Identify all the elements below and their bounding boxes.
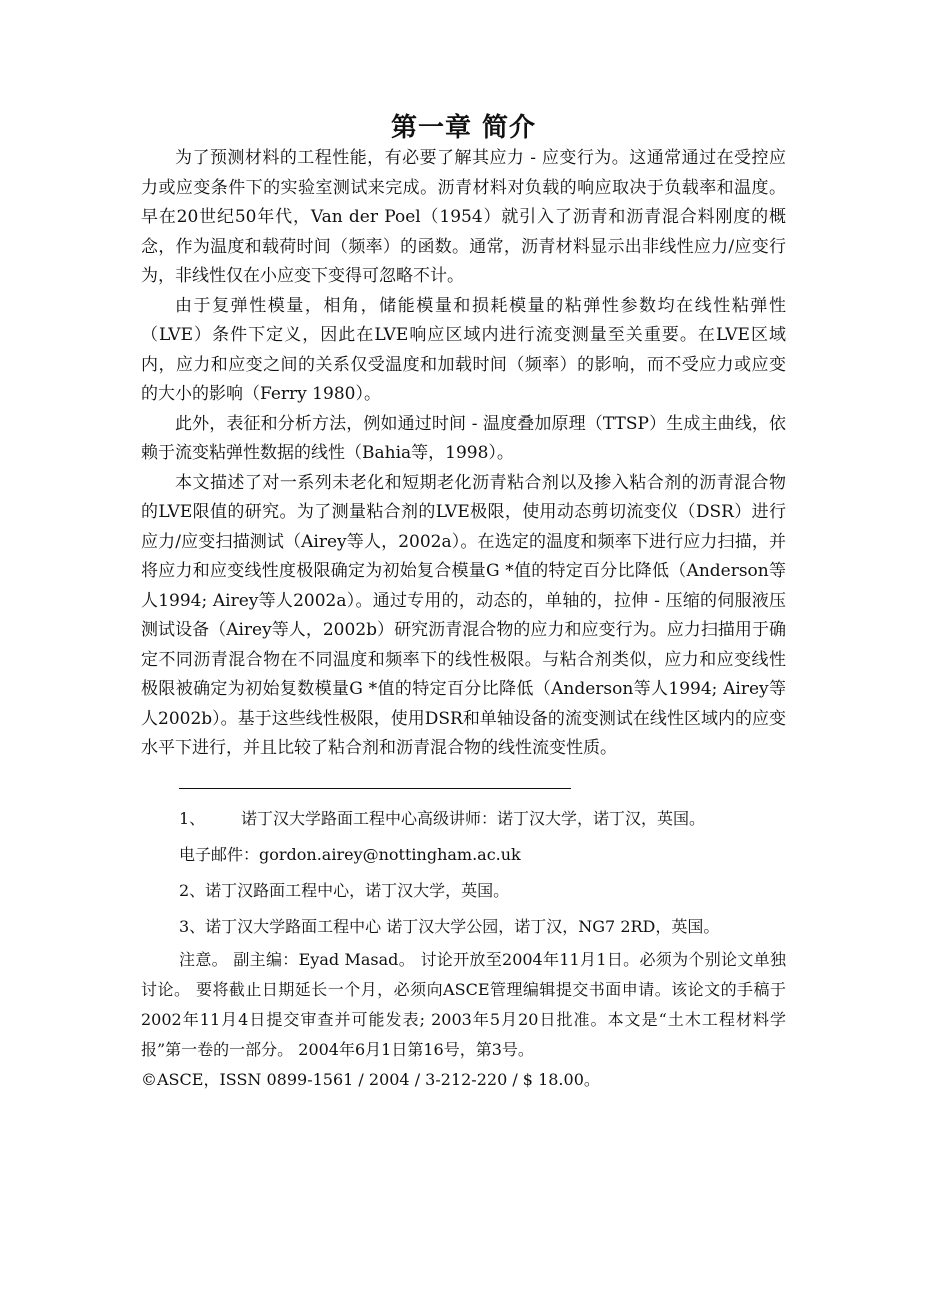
footnote-1-text: 诺丁汉大学路面工程中心高级讲师：诺丁汉大学，诺丁汉，英国。 xyxy=(241,808,706,828)
editorial-note: 注意。 副主编：Eyad Masad。 讨论开放至2004年11月1日。必须为个别论文单独讨论。 要将截止日期延长一个月，必须向ASCE管理编辑提交书面申请。该论文的手稿于2002年11月4日提交审查并可能发表; 2003年5月20日批准。本文是“土木工程材料学报”第一卷的一部分。 2004年6月1日第16号，第3号。 xyxy=(141,949,786,1059)
footnote-1-email: 电子邮件：gordon.airey@nottingham.ac.uk xyxy=(179,844,521,864)
footnote-1-number: 1、 xyxy=(179,808,206,828)
body-paragraph-2: 由于复弹性模量，相角，储能模量和损耗模量的粘弹性参数均在线性粘弹性（LVE）条件下定义，因此在LVE响应区域内进行流变测量至关重要。在LVE区域内，应力和应变之间的关系仅受温度和加载时间（频率）的影响，而不受应力或应变的大小的影响（Ferry 1980）。 xyxy=(141,295,786,404)
body-paragraph-3: 此外，表征和分析方法，例如通过时间 - 温度叠加原理（TTSP）生成主曲线，依赖于流变粘弹性数据的线性（Bahia等，1998）。 xyxy=(141,413,786,463)
footnotes xyxy=(141,801,786,1095)
body-paragraph-4: 本文描述了对一系列未老化和短期老化沥青粘合剂以及掺入粘合剂的沥青混合物的LVE限值的研究。为了测量粘合剂的LVE极限，使用动态剪切流变仪（DSR）进行应力/应变扫描测试（Airey等人，2002a）。在选定的温度和频率下进行应力扫描，并将应力和应变线性度极限确定为初始复合模量G *值的特定百分比降低（Anderson等人1994; Airey等人2002a）。通过专用的，动态的，单轴的，拉伸 - 压缩的伺服液压测试设备（Airey等人，2002b）研究沥青混合物的应力和应变行为。应力扫描用于确定不同沥青混合物在不同温度和频率下的线性极限。与粘合剂类似，应力和应变线性极限被确定为初始复数模量G *值的特定百分比降低（Anderson等人1994; Airey等人2002b）。基于这些线性极限，使用DSR和单轴设备的流变测试在线性区域内的应变水平下进行，并且比较了粘合剂和沥青混合物的线性流变性质。 xyxy=(141,472,786,758)
body-paragraph-1: 为了预测材料的工程性能，有必要了解其应力 - 应变行为。这通常通过在受控应力或应变条件下的实验室测试来完成。沥青材料对负载的响应取决于负载率和温度。早在20世纪50年代，Van der Poel（1954）就引入了沥青和沥青混合料刚度的概念，作为温度和载荷时间（频率）的函数。通常，沥青材料显示出非线性应力/应变行为，非线性仅在小应变下变得可忽略不计。 xyxy=(141,148,786,286)
document-page xyxy=(141,108,786,1095)
footnote-1 xyxy=(141,801,786,837)
chapter-title: 第一章 简介 xyxy=(390,113,537,143)
footnote-2: 2、诺丁汉路面工程中心，诺丁汉大学，英国。 xyxy=(179,880,510,900)
copyright-line: ©ASCE，ISSN 0899-1561 / 2004 / 3-212-220 / $ 18.00。 xyxy=(141,1069,600,1089)
footnote-divider xyxy=(179,788,571,789)
footnote-3: 3、诺丁汉大学路面工程中心 诺丁汉大学公园，诺丁汉，NG7 2RD，英国。 xyxy=(179,916,720,936)
